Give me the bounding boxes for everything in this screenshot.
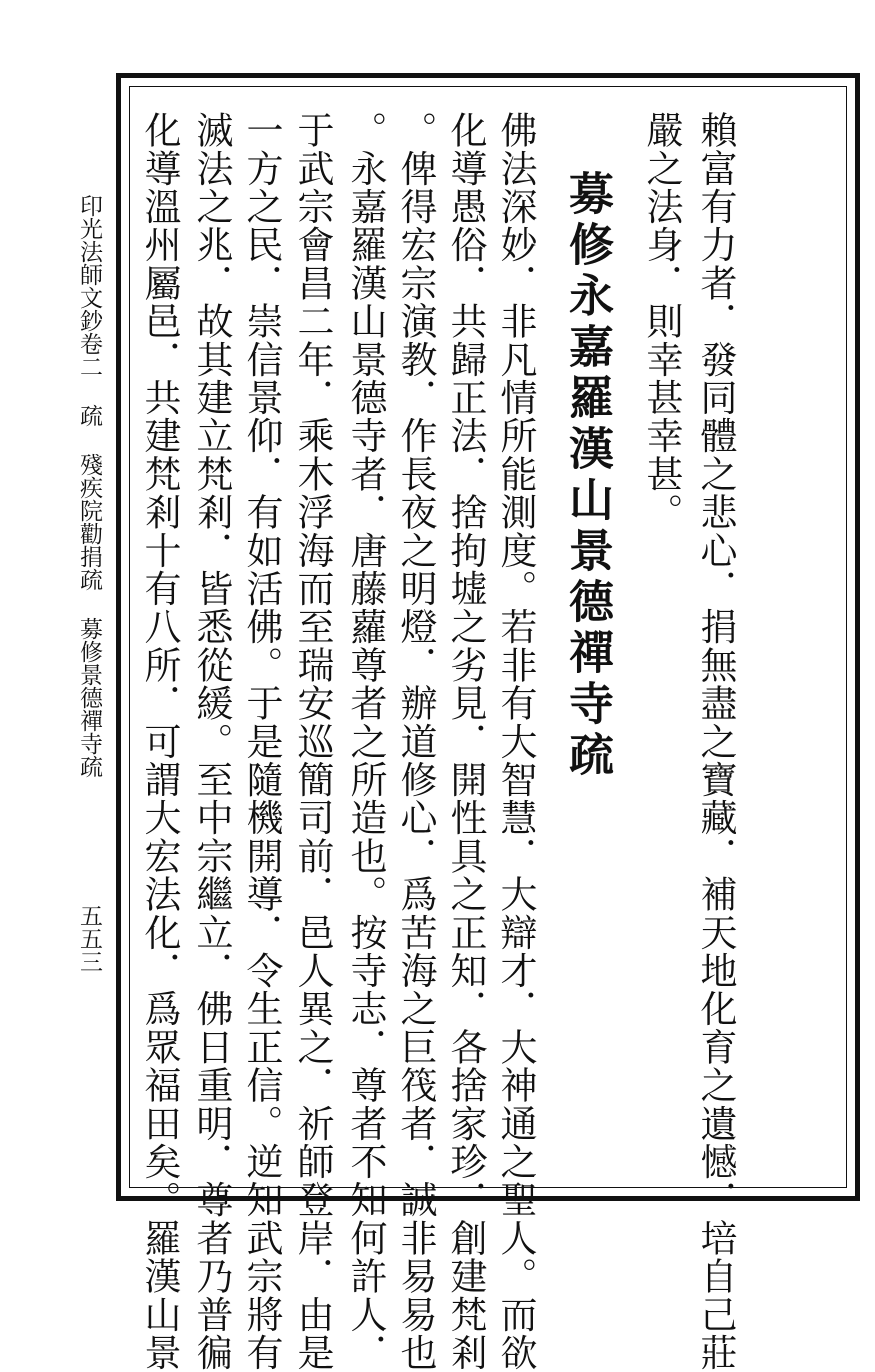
- text-column-prev-1: 賴富有力者．發同體之悲心．捐無盡之寶藏．補天地化育之遺憾．培自己莊: [694, 111, 737, 1372]
- text-column-4: 。永嘉羅漢山景德寺者．唐藤蘿尊者之所造也。按寺志．尊者不知何許人．: [344, 111, 387, 1372]
- text-column-prev-2: 嚴之法身．則幸甚幸甚。: [640, 111, 683, 532]
- text-column-8: 化導溫州屬邑．共建梵剎十有八所．可謂大宏法化．爲眾福田矣。羅漢山景: [138, 111, 181, 1372]
- section-title: 募修永嘉羅漢山景德禪寺疏: [561, 170, 614, 782]
- text-column-1: 佛法深妙．非凡情所能測度。若非有大智慧．大辯才．大神通之聖人。而欲: [494, 111, 537, 1372]
- text-column-7: 滅法之兆．故其建立梵剎．皆悉從緩。至中宗繼立．佛日重明．尊者乃普徧: [190, 111, 233, 1372]
- text-column-5: 于武宗會昌二年．乘木浮海而至瑞安巡簡司前．邑人異之．祈師登岸．由是: [291, 111, 334, 1372]
- page-number: 五五三: [76, 904, 102, 973]
- text-column-6: 一方之民．崇信景仰．有如活佛。于是隨機開導．令生正信。逆知武宗將有: [240, 111, 283, 1372]
- text-column-3: 。俾得宏宗演教．作長夜之明燈．辦道修心．爲苦海之巨筏者．誠非易易也: [394, 111, 437, 1372]
- running-header: 印光法師文鈔卷二 疏 殘疾院勸捐疏 募修景德禪寺疏: [76, 194, 102, 778]
- page-border-inner: [129, 86, 847, 1188]
- text-column-2: 化導愚俗．共歸正法．捨拘墟之劣見．開性具之正知．各捨家珍．創建梵剎: [444, 111, 487, 1372]
